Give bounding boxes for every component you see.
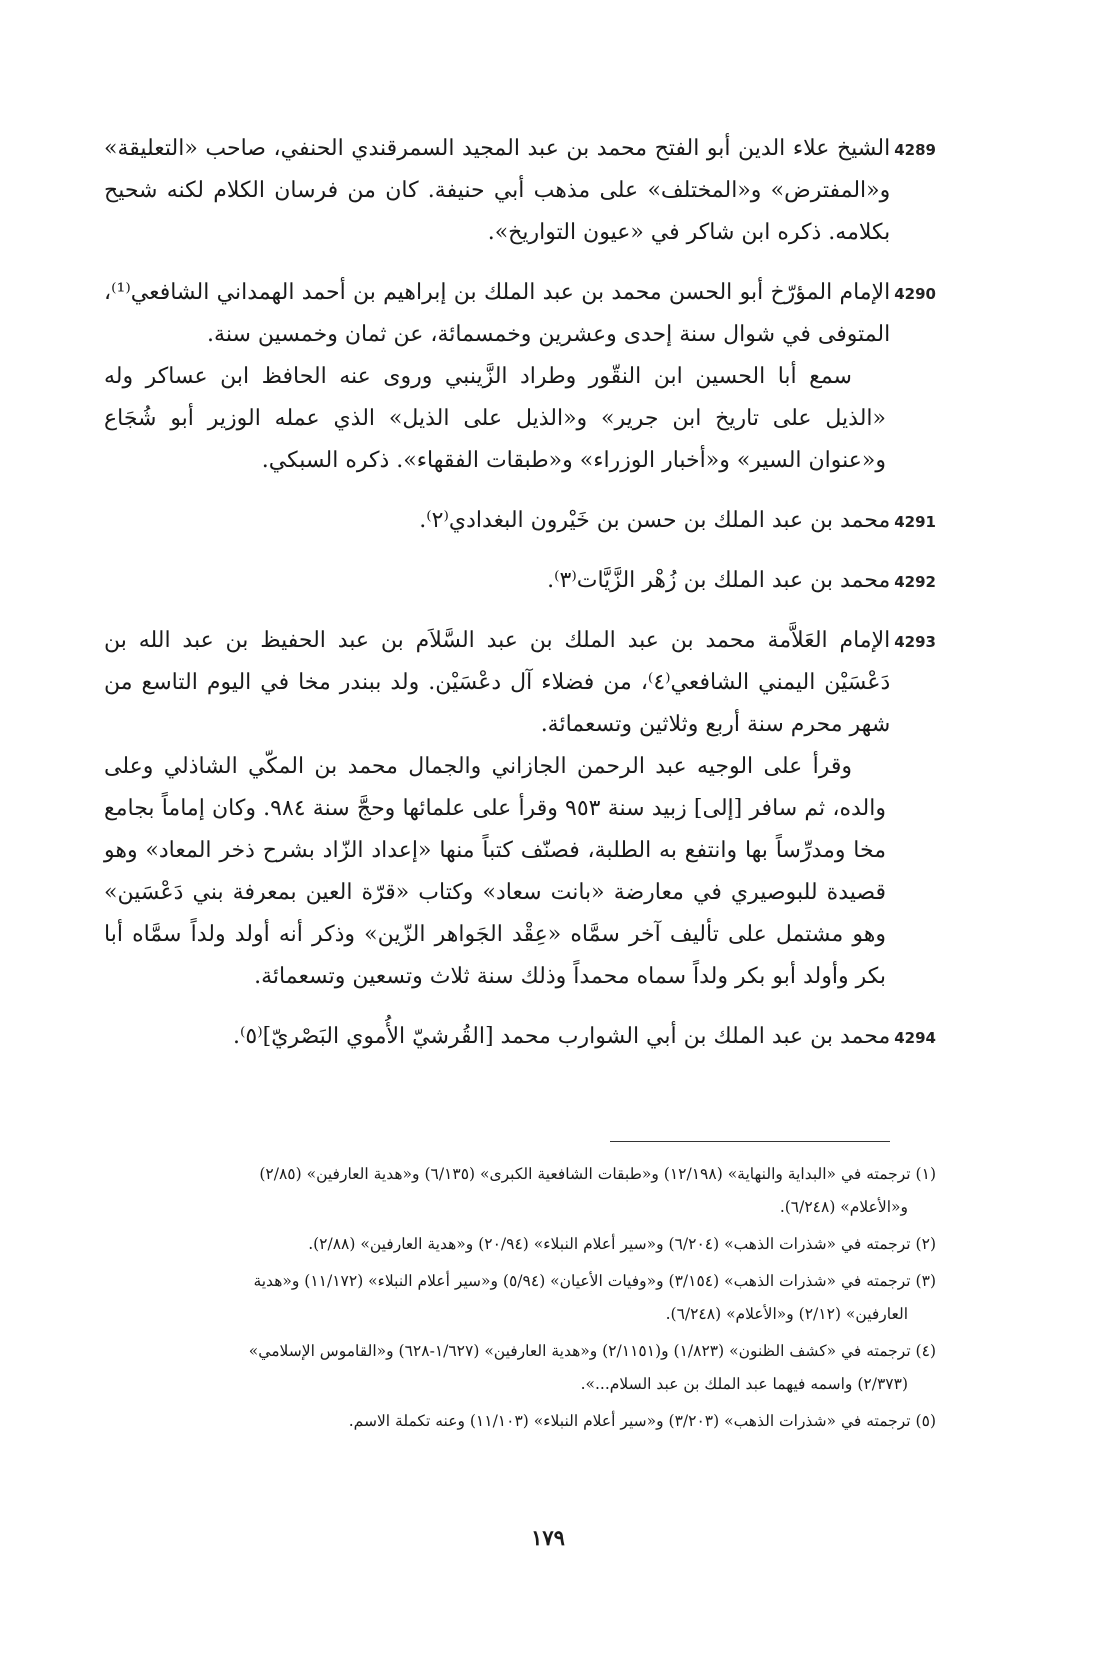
entry-body [104, 746, 936, 998]
footnote-5 [104, 1405, 936, 1438]
entry-number: 4293 [894, 633, 936, 651]
entry-body [104, 356, 936, 482]
entry-text: الشيخ علاء الدين أبو الفتح محمد بن عبد المجيد السمرقندي الحنفي، صاحب «التعليقة» و«المفترض» و«المختلف» على مذهب أبي حنيفة. كان من فرسان الكلام لكنه شحيح بكلامه. ذكره ابن شاكر في «عيون التواريخ». [104, 136, 891, 245]
entry-number: 4289 [894, 141, 936, 159]
entry-4294 [104, 1016, 936, 1058]
entry-text: محمد بن عبد الملك بن زُهْر الزَّيَّات⁽٣⁾. [547, 568, 891, 593]
entry-head [104, 272, 936, 356]
footnote-text: (٣) ترجمته في «شذرات الذهب» (٣/١٥٤) و«وفيات الأعيان» (٥/٩٤) و«سير أعلام النبلاء» (١١/١٧٢) و«هدية [253, 1272, 936, 1290]
footnote-continuation: (٢/٣٧٣) واسمه فيهما عبد الملك بن عبد السلام...». [580, 1375, 908, 1393]
entry-4293 [104, 620, 936, 998]
entry-text: الإمام المؤرّخ أبو الحسن محمد بن عبد الملك بن إبراهيم بن أحمد الهمداني الشافعي⁽¹⁾، المتوفى في شوال سنة إحدى وعشرين وخمسمائة، عن ثمان وخمسين سنة. [104, 280, 891, 347]
entry-number: 4291 [894, 513, 936, 531]
entry-4290 [104, 272, 936, 482]
footnote-continuation: و«الأعلام» (٦/٢٤٨). [779, 1198, 908, 1216]
entry-head [104, 128, 936, 254]
footnote-divider [610, 1141, 890, 1142]
footnote-4 [104, 1335, 936, 1401]
entry-head [104, 1016, 936, 1058]
entry-paragraph: سمع أبا الحسين ابن النقّور وطراد الزَّينبي وروى عنه الحافظ ابن عساكر وله «الذيل على تاريخ ابن جرير» و«الذيل على الذيل» الذي عمله الوزير أبو شُجَاع و«عنوان السير» و«أخبار الوزراء» و«طبقات الفقهاء». ذكره السبكي. [104, 364, 886, 473]
entry-4291 [104, 500, 936, 542]
footnote-3 [104, 1265, 936, 1331]
footnote-text: (٥) ترجمته في «شذرات الذهب» (٣/٢٠٣) و«سير أعلام النبلاء» (١١/١٠٣) وعنه تكملة الاسم. [348, 1412, 936, 1430]
footnote-2 [104, 1228, 936, 1261]
footnote-text: (٢) ترجمته في «شذرات الذهب» (٦/٢٠٤) و«سير أعلام النبلاء» (٢٠/٩٤) و«هدية العارفين» (٢/٨٨). [308, 1235, 936, 1253]
entry-text: الإمام العَلاَّمة محمد بن عبد الملك بن عبد السَّلاَم بن عبد الحفيظ بن عبد الله بن دَعْسَيْن اليمني الشافعي⁽٤⁾، من فضلاء آل دعْسَيْن. ولد ببندر مخا في اليوم التاسع من شهر محرم سنة أربع وثلاثين وتسعمائة. [104, 628, 891, 737]
entry-number: 4292 [894, 573, 936, 591]
footnote-text: (١) ترجمته في «البداية والنهاية» (١٢/١٩٨) و«طبقات الشافعية الكبرى» (٦/١٣٥) و«هدية العارفين» (٢/٨٥) [259, 1165, 936, 1183]
entry-head [104, 620, 936, 746]
entry-paragraph: وقرأ على الوجيه عبد الرحمن الجازاني والجمال محمد بن المكّي الشاذلي وعلى والده، ثم سافر [إلى] زبيد سنة ٩٥٣ وقرأ على علمائها وحجَّ سنة ٩٨٤. وكان إماماً بجامع مخا ومدرِّساً بها وانتفع به الطلبة، فصنّف كتباً منها «إعداد الزّاد بشرح ذخر المعاد» وهو قصيدة للبوصيري في معارضة «بانت سعاد» وكتاب «قرّة العين بمعرفة بني دَعْسَين» وهو مشتمل على تأليف آخر سمَّاه «عِقْد الجَواهر الزّين» وذكر أنه أولد ولداً سمَّاه أبا بكر وأولد أبو بكر ولداً سماه محمداً وذلك سنة ثلاث وتسعين وتسعمائة. [104, 754, 886, 989]
entry-text: محمد بن عبد الملك بن حسن بن خَيْرون البغدادي⁽٢⁾. [419, 508, 891, 533]
footnote-1 [104, 1158, 936, 1224]
entry-4292 [104, 560, 936, 602]
entry-head [104, 500, 936, 542]
main-text [104, 128, 936, 1076]
entry-4289 [104, 128, 936, 254]
footnotes [104, 1158, 936, 1442]
entry-number: 4290 [894, 285, 936, 303]
entry-number: 4294 [894, 1029, 936, 1047]
footnote-text: (٤) ترجمته في «كشف الظنون» (١/٨٢٣) و(٢/١١٥١) و«هدية العارفين» (١/٦٢٧-٦٢٨) و«القاموس الإسلامي» [248, 1342, 936, 1360]
footnote-continuation: العارفين» (٢/١٢) و«الأعلام» (٦/٢٤٨). [665, 1305, 908, 1323]
entry-head [104, 560, 936, 602]
page-number: ١٧٩ [531, 1525, 565, 1550]
entry-text: محمد بن عبد الملك بن أبي الشوارب محمد [القُرشيّ الأُموي البَصْريّ]⁽٥⁾. [233, 1024, 891, 1049]
